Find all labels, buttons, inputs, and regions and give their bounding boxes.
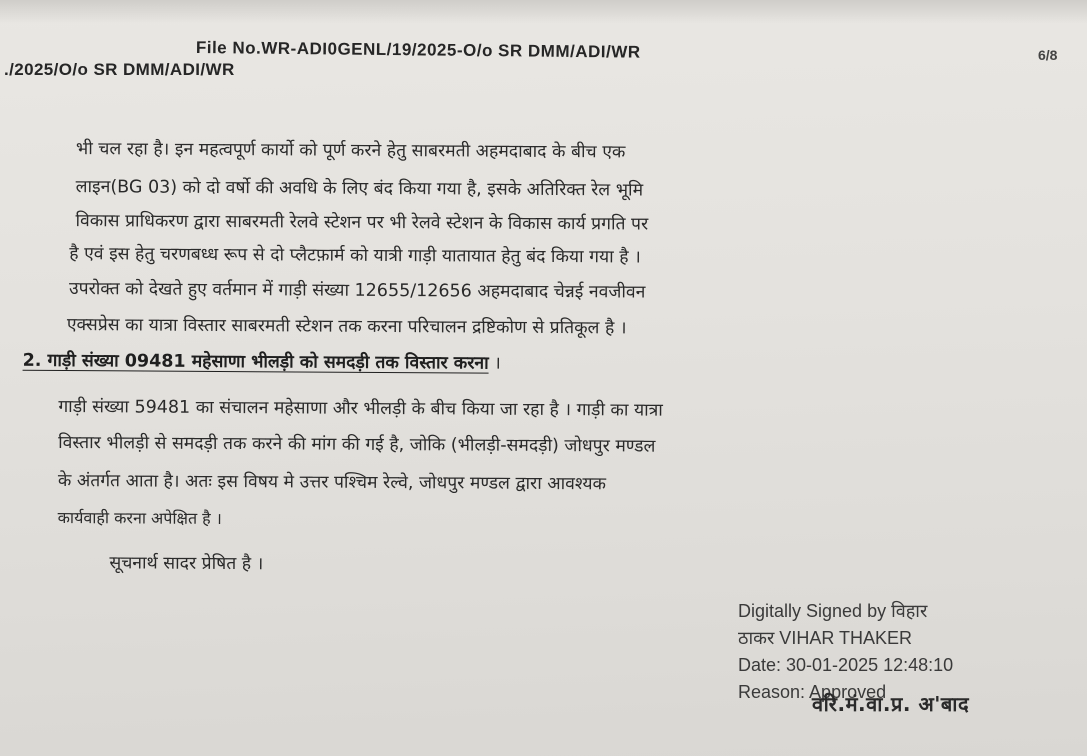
section-2-heading: 2. गाड़ी संख्या 09481 महेसाणा भीलड़ी को समदड़ी तक विस्तार करना (22, 350, 489, 374)
file-number: File No.WR-ADI0GENL/19/2025-O/o SR DMM/ADI/WR (195, 38, 641, 62)
designation-stamp: वरि.मं.वा.प्र. अ'बाद (812, 692, 970, 716)
section-2-heading-wrap (23, 348, 501, 375)
para2-line-2: विस्तार भीलड़ी से समदड़ी तक करने की मांग की गई है, जोकि (भीलड़ी-समदड़ी) जोधपुर मण्डल (58, 432, 656, 457)
para1-line-3: विकास प्राधिकरण द्वारा साबरमती रेलवे स्टेशन पर भी रेलवे स्टेशन के विकास कार्य प्रगति पर (75, 211, 649, 235)
para2-line-4: कार्यवाही करना अपेक्षित है । (57, 507, 222, 528)
page-number: 6/8 (1038, 47, 1058, 63)
signature-reason: Reason: Approved (738, 682, 887, 702)
section-2-heading-end: । (488, 353, 501, 374)
para1-line-6: एक्सप्रेस का यात्रा विस्तार साबरमती स्टेशन तक करना परिचालन द्रष्टिकोण से प्रतिकूल है । (66, 315, 627, 339)
signature-signed-by: Digitally Signed by विहार (738, 601, 928, 621)
para1-line-2: लाइन(BG 03) को दो वर्षो की अवधि के लिए बंद किया गया है, इसके अतिरिक्त रेल भूमि (75, 177, 644, 201)
closing-line: सूचनार्थ सादर प्रेषित है । (109, 553, 264, 575)
signature-name: ठाकर VIHAR THAKER (738, 628, 913, 648)
para2-line-3: के अंतर्गत आता है। अतः इस विषय मे उत्तर पश्चिम रेल्वे, जोधपुर मण्डल द्वारा आवश्यक (57, 470, 607, 495)
para1-line-5: उपरोक्त को देखते हुए वर्तमान में गाड़ी संख्या 12655/12656 अहमदाबाद चेन्नई नवजीवन (69, 279, 646, 303)
letter-body (22, 136, 1060, 575)
para1-line-4: है एवं इस हेतु चरणबध्ध रूप से दो प्लैटफ़ार्म को यात्री गाड़ी यातायात हेतु बंद किया गया है । (69, 244, 641, 268)
signature-date: Date: 30-01-2025 12:48:10 (738, 655, 954, 675)
para1-line-1: भी चल रहा है। इन महत्वपूर्ण कार्यो को पूर्ण करने हेतु साबरमती अहमदाबाद के बीच एक (75, 139, 626, 163)
file-number-fragment: ./2025/O/o SR DMM/ADI/WR (4, 60, 235, 79)
para2-line-1: गाड़ी संख्या 59481 का संचालन महेसाणा और भीलड़ी के बीच किया जा रहा है । गाड़ी का यात्रा (58, 396, 663, 421)
page-shadow (0, 0, 1087, 24)
